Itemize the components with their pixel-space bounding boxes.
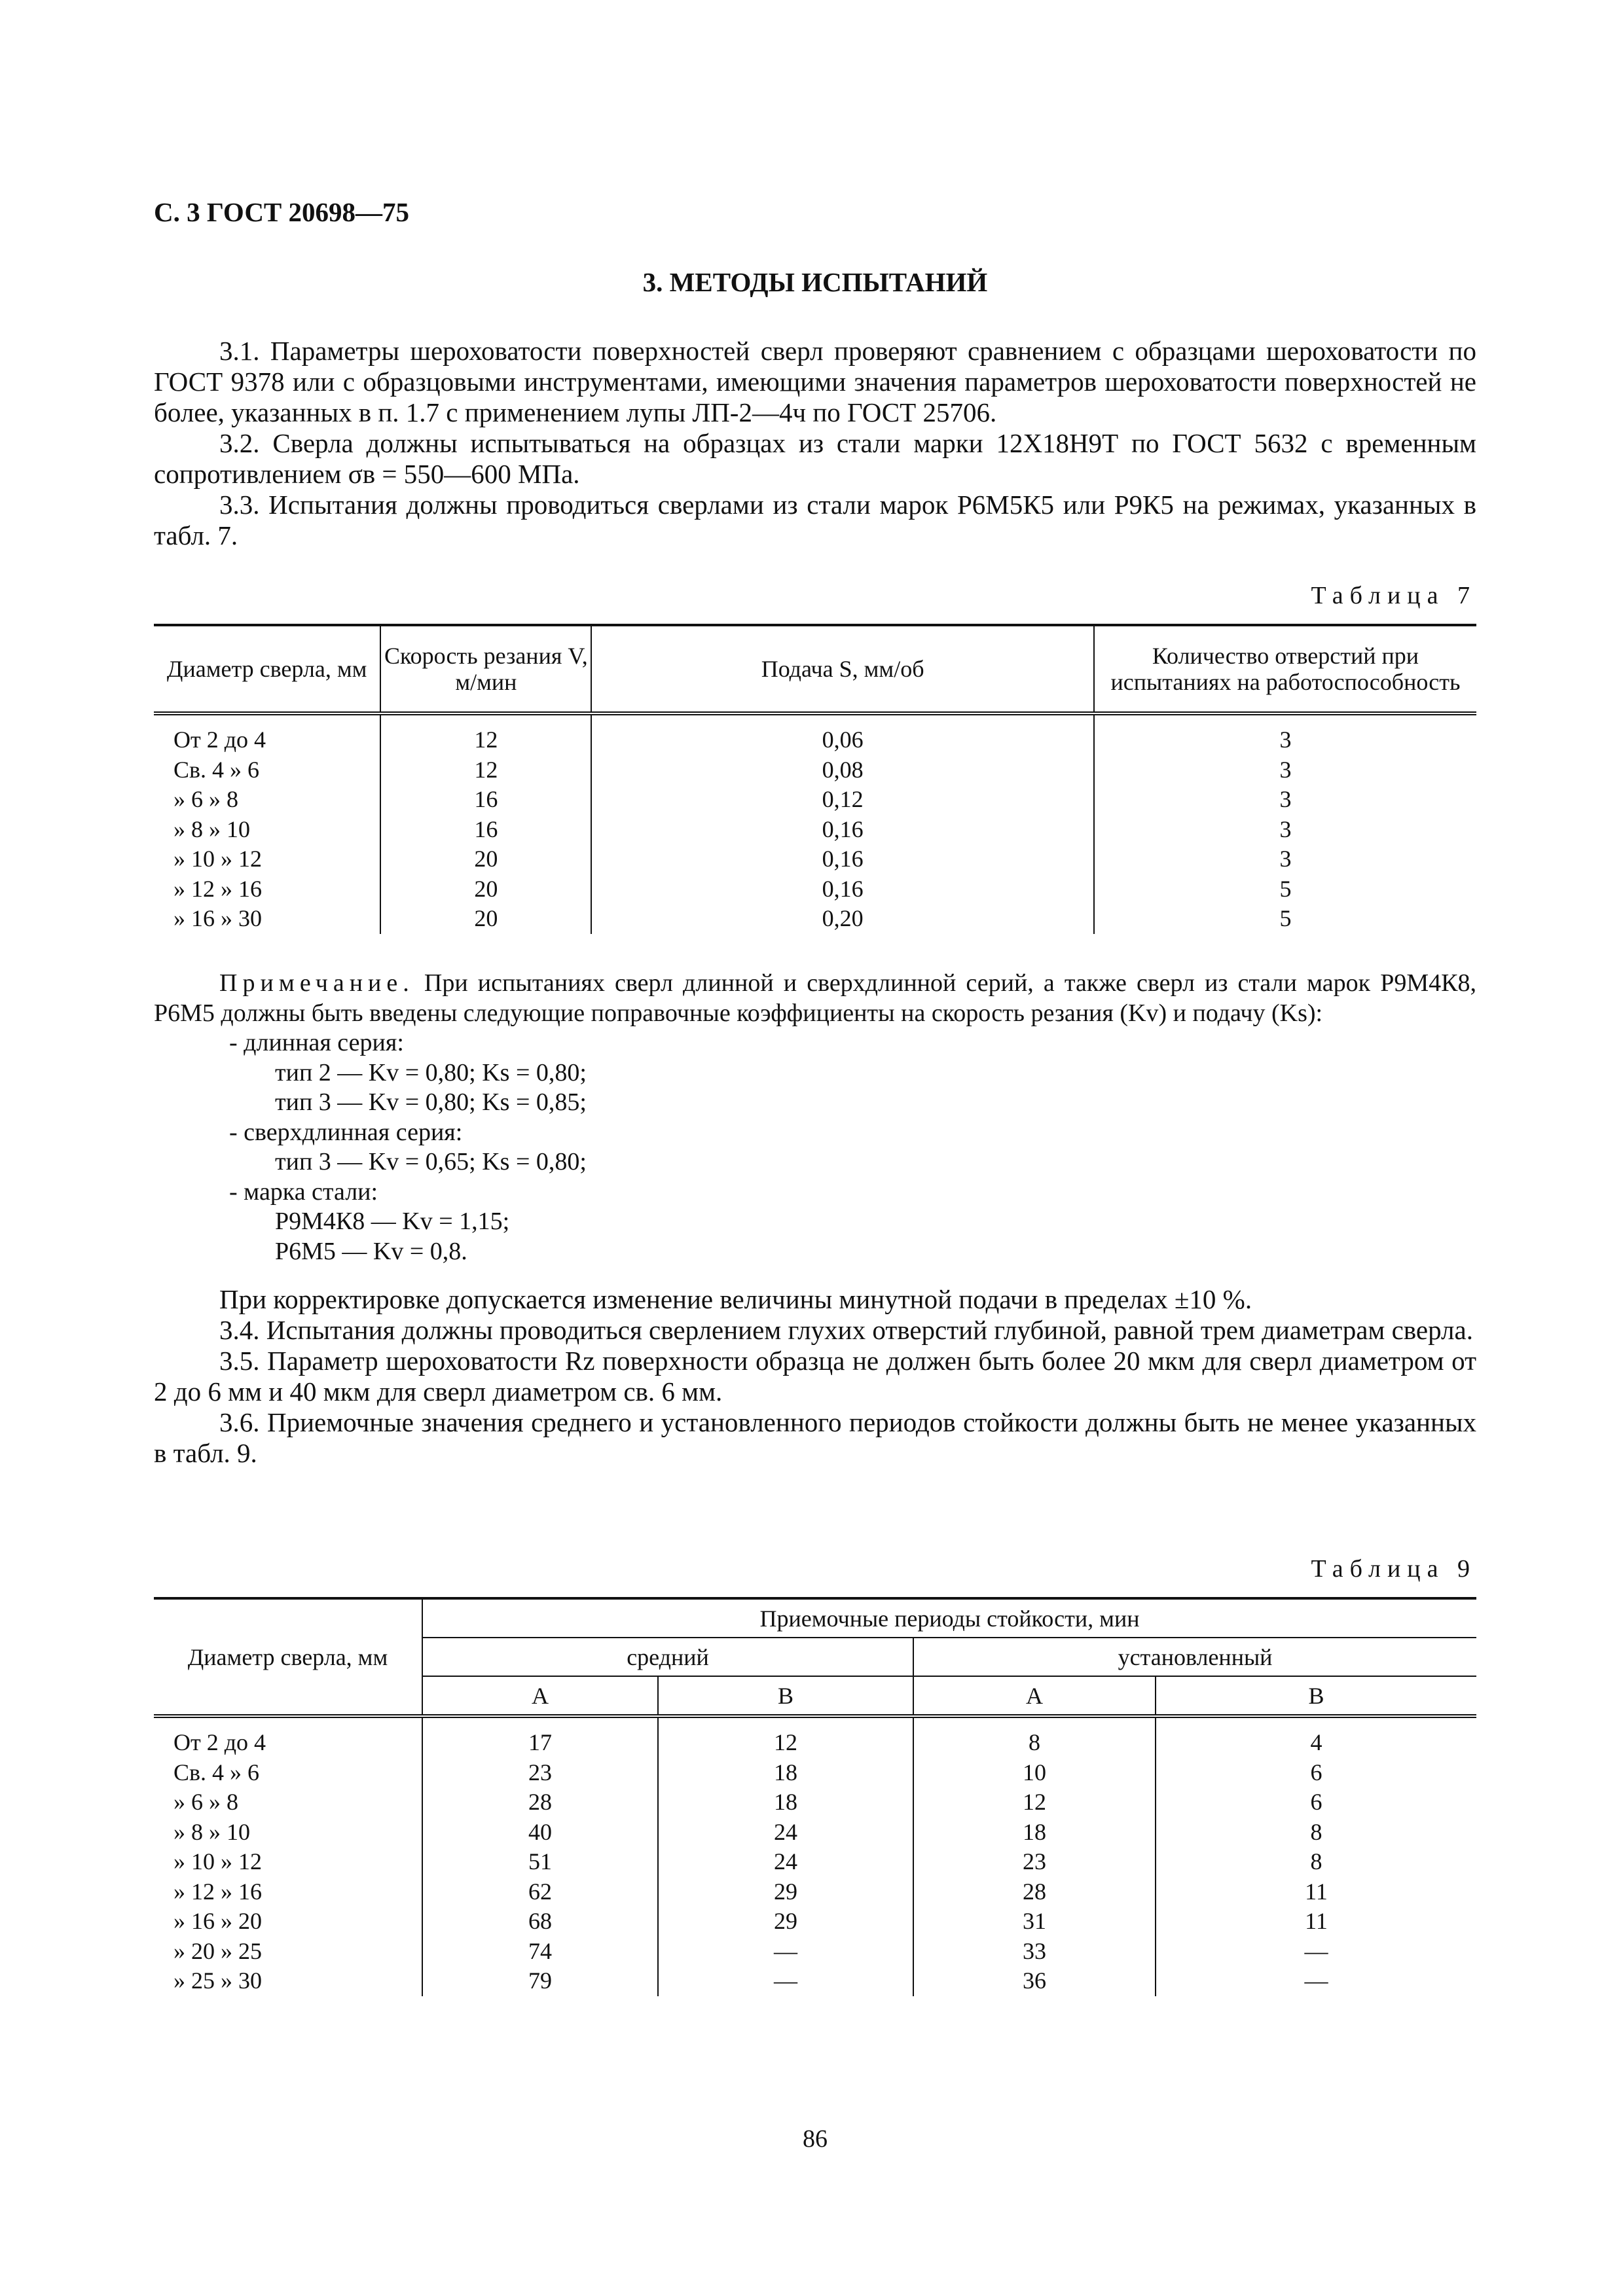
table9-cell: » 12 » 16 (173, 1878, 262, 1905)
table9-cell: 29 (658, 1907, 913, 1937)
note-line: Р6М5 — Kv = 0,8. (275, 1237, 467, 1265)
table9-cell: — (658, 1966, 913, 1996)
para-3-6: 3.6. Приемочные значения среднего и установленного периодов стойкости должны быть не менее указанных в табл. 9. (154, 1407, 1476, 1468)
table7-cell: 16 (380, 815, 591, 845)
note-line: тип 3 — Kv = 0,65; Ks = 0,80; (275, 1148, 587, 1175)
table9-cell: 17 (422, 1728, 658, 1758)
table9-cell: 18 (658, 1758, 913, 1788)
table7-row (154, 785, 1476, 815)
table9-cell: 23 (913, 1847, 1156, 1877)
table9-cell: 28 (913, 1877, 1156, 1907)
table9-spacer-row (154, 1716, 1476, 1728)
table9-spacer-cell (913, 1716, 1156, 1728)
table7-caption: Таблица 7 (1311, 582, 1476, 609)
table7-row (154, 725, 1476, 755)
table7-header-diameter: Диаметр сверла, мм (154, 625, 380, 713)
table9-cell: 40 (422, 1818, 658, 1848)
table7-cell: 20 (380, 844, 591, 874)
table9-cell: » 8 » 10 (173, 1818, 250, 1845)
note-line: тип 3 — Kv = 0,80; Ks = 0,85; (275, 1088, 587, 1116)
table7-cell: 0,16 (591, 874, 1094, 905)
table7-header-feed: Подача S, мм/об (591, 625, 1094, 713)
table9-cell: 23 (422, 1758, 658, 1788)
table7-cell: 5 (1094, 874, 1476, 905)
table7-cell: 0,06 (591, 725, 1094, 755)
table7-body (154, 713, 1476, 934)
table7-cell: Св. 4 » 6 (173, 756, 260, 783)
table7-cell: От 2 до 4 (173, 726, 266, 753)
table7-row (154, 844, 1476, 874)
section-title: 3. МЕТОДЫ ИСПЫТАНИЙ (642, 267, 988, 297)
table7-spacer-cell (380, 713, 591, 725)
table7-cell: 20 (380, 874, 591, 905)
note-line: - длинная серия: (229, 1029, 404, 1056)
note-line: тип 2 — Kv = 0,80; Ks = 0,80; (275, 1058, 587, 1086)
table9-row (154, 1907, 1476, 1937)
table9-row (154, 1728, 1476, 1758)
table9-header-col-b2: В (1156, 1676, 1476, 1716)
note-label: Примечание. (219, 969, 414, 997)
table9-cell: 33 (913, 1937, 1156, 1967)
table9-cell: 24 (658, 1847, 913, 1877)
table7-cell: » 12 » 16 (173, 875, 262, 902)
note-block (154, 969, 1476, 1266)
table7-header-holes: Количество отверстий при испытаниях на работоспособность (1094, 625, 1476, 713)
table7-row (154, 874, 1476, 905)
table9-caption: Таблица 9 (1311, 1555, 1476, 1583)
page-number: 86 (803, 2125, 828, 2153)
table9-header-group: Приемочные периоды стойкости, мин (422, 1598, 1476, 1638)
table9-cell: 31 (913, 1907, 1156, 1937)
table9-cell: 51 (422, 1847, 658, 1877)
table9-body (154, 1716, 1476, 1996)
table9-cell: 12 (913, 1787, 1156, 1818)
table9-header-col-a1: А (422, 1676, 658, 1716)
table7-cell: » 6 » 8 (173, 786, 238, 812)
table7-cell: 0,12 (591, 785, 1094, 815)
para-3-3: 3.3. Испытания должны проводиться сверлами из стали марок Р6М5К5 или Р9К5 на режимах, указанных в табл. 7. (154, 490, 1476, 550)
para-3-4: 3.4. Испытания должны проводиться сверлением глухих отверстий глубиной, равной трем диаметрам сверла. (219, 1315, 1473, 1345)
table7-cell: 0,16 (591, 844, 1094, 874)
table7-cell: 3 (1094, 785, 1476, 815)
table7-spacer-cell (154, 713, 380, 725)
table9-row (154, 1847, 1476, 1877)
table9-row (154, 1937, 1476, 1967)
table9-cell: — (1156, 1937, 1476, 1967)
table-9 (154, 1597, 1476, 1996)
table9-row (154, 1758, 1476, 1788)
table9-cell: 8 (913, 1728, 1156, 1758)
table9-header-row-1 (154, 1598, 1476, 1638)
table9-cell: 36 (913, 1966, 1156, 1996)
table9-cell: 29 (658, 1877, 913, 1907)
table9-cell: 62 (422, 1877, 658, 1907)
table9-cell: — (658, 1937, 913, 1967)
table7-header-row (154, 625, 1476, 713)
table7-cell: 12 (380, 725, 591, 755)
table9-cell: От 2 до 4 (173, 1729, 266, 1755)
table9-cell: » 10 » 12 (173, 1848, 262, 1874)
note-intro-paragraph (154, 969, 1476, 1028)
table9-cell: 6 (1156, 1758, 1476, 1788)
table9-cell: 12 (658, 1728, 913, 1758)
table9-cell: — (1156, 1966, 1476, 1996)
page-header: С. 3 ГОСТ 20698—75 (154, 197, 410, 227)
table9-cell: 6 (1156, 1787, 1476, 1818)
table7-cell: 16 (380, 785, 591, 815)
table9-cell: 74 (422, 1937, 658, 1967)
table9-spacer-cell (154, 1716, 422, 1728)
paragraphs-3-1-to-3-3 (154, 336, 1476, 551)
table7-cell: 3 (1094, 844, 1476, 874)
table7-cell: 0,20 (591, 904, 1094, 934)
table9-cell: 8 (1156, 1818, 1476, 1848)
table9-cell: » 6 » 8 (173, 1789, 238, 1815)
table7-cell: 3 (1094, 755, 1476, 785)
note-line: - марка стали: (229, 1177, 378, 1206)
table7-cell: 3 (1094, 725, 1476, 755)
table7-cell: » 10 » 12 (173, 846, 262, 872)
para-3-5: 3.5. Параметр шероховатости Rz поверхности образца не должен быть более 20 мкм для сверл диаметром от 2 до 6 мм и 40 мкм для сверл диаметром св. 6 мм. (154, 1346, 1476, 1407)
table9-spacer-cell (658, 1716, 913, 1728)
paragraphs-3-4-to-3-6 (154, 1284, 1476, 1469)
para-correction: При корректировке допускается изменение величины минутной подачи в пределах ±10 %. (219, 1284, 1252, 1314)
table7-row (154, 755, 1476, 785)
table9-row (154, 1877, 1476, 1907)
table9-cell: » 20 » 25 (173, 1937, 262, 1964)
table9-cell: » 25 » 30 (173, 1967, 262, 1994)
table9-spacer-cell (1156, 1716, 1476, 1728)
table9-cell: 4 (1156, 1728, 1476, 1758)
table9-cell: 24 (658, 1818, 913, 1848)
table7-cell: 0,16 (591, 815, 1094, 845)
table9-cell: 79 (422, 1966, 658, 1996)
para-3-2: 3.2. Сверла должны испытываться на образцах из стали марки 12Х18Н9Т по ГОСТ 5632 с временным сопротивлением σв = 550—600 МПа. (154, 428, 1476, 489)
note-intro: При испытаниях сверл длинной и сверхдлинной серий, а также сверл из стали марок Р9М4К8, Р6М5 должны быть введены следующие поправочные коэффициенты на скорость резания (Kv) и подачу (Ks): (154, 969, 1477, 1027)
table9-cell: 18 (658, 1787, 913, 1818)
table9-row (154, 1787, 1476, 1818)
table9-cell: » 16 » 20 (173, 1908, 262, 1934)
table9-row (154, 1966, 1476, 1996)
note-line: - сверхдлинная серия: (229, 1118, 463, 1146)
table7-header-speed: Скорость резания V, м/мин (380, 625, 591, 713)
table7-spacer-row (154, 713, 1476, 725)
table9-header-average: средний (422, 1638, 913, 1676)
table9-cell: 11 (1156, 1877, 1476, 1907)
table7-cell: 3 (1094, 815, 1476, 845)
table9-row (154, 1818, 1476, 1848)
table7-cell: 5 (1094, 904, 1476, 934)
table7-cell: 20 (380, 904, 591, 934)
table9-cell: 18 (913, 1818, 1156, 1848)
table9-cell: Св. 4 » 6 (173, 1759, 260, 1785)
table7-cell: 0,08 (591, 755, 1094, 785)
note-line: Р9М4К8 — Kv = 1,15; (275, 1208, 510, 1235)
table9-cell: 10 (913, 1758, 1156, 1788)
table9-header-col-b1: В (658, 1676, 913, 1716)
table7-spacer-cell (1094, 713, 1476, 725)
table7-cell: 12 (380, 755, 591, 785)
table9-header-established: установленный (913, 1638, 1476, 1676)
table9-cell: 8 (1156, 1847, 1476, 1877)
table9-header-diameter: Диаметр сверла, мм (154, 1598, 422, 1716)
table7-spacer-cell (591, 713, 1094, 725)
table9-cell: 11 (1156, 1907, 1476, 1937)
table9-header-col-a2: А (913, 1676, 1156, 1716)
table7-cell: » 8 » 10 (173, 816, 250, 842)
table-7 (154, 624, 1476, 934)
table9-cell: 28 (422, 1787, 658, 1818)
table7-cell: » 16 » 30 (173, 905, 262, 931)
table9-spacer-cell (422, 1716, 658, 1728)
table7-row (154, 904, 1476, 934)
table9-cell: 68 (422, 1907, 658, 1937)
table7-row (154, 815, 1476, 845)
para-3-1: 3.1. Параметры шероховатости поверхностей сверл проверяют сравнением с образцами шероховатости по ГОСТ 9378 или с образцовыми инструментами, имеющими значения параметров шероховатости поверхностей не более, указанных в п. 1.7 с применением лупы ЛП-2—4ч по ГОСТ 25706. (154, 336, 1476, 427)
